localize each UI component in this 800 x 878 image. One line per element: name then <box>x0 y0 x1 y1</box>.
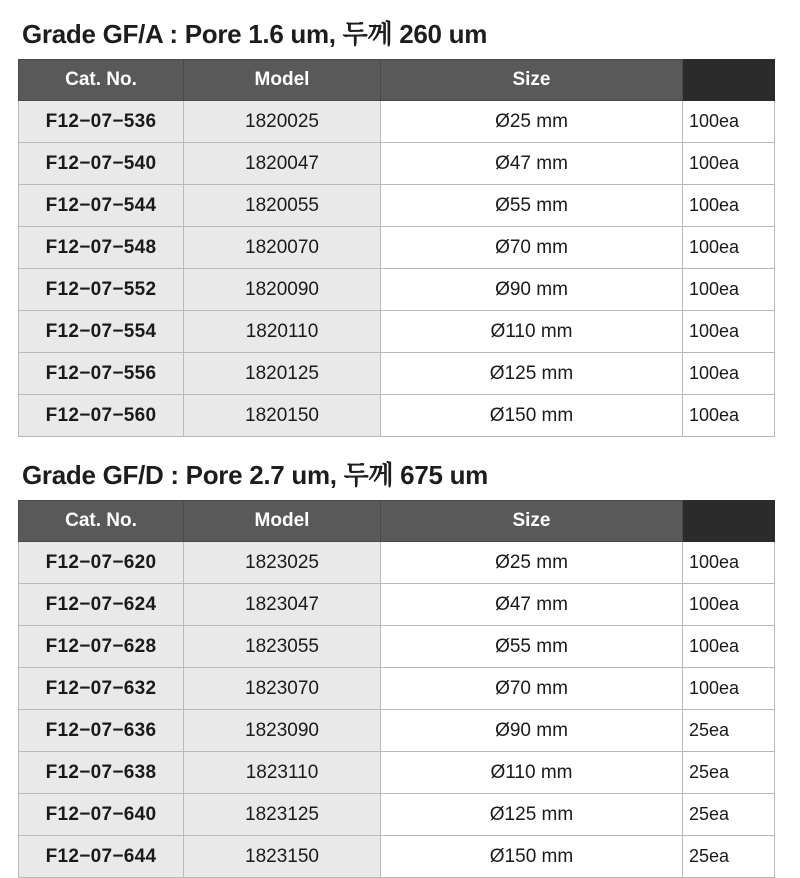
table-row <box>19 542 775 584</box>
cell-size: Ø125 mm <box>381 353 683 395</box>
spec-table-gf-d <box>18 500 775 878</box>
section-title-gf-d: Grade GF/D : Pore 2.7 um, 두께 675 um <box>22 460 488 490</box>
cell-model: 1820090 <box>184 269 381 311</box>
cell-model: 1820110 <box>184 311 381 353</box>
column-header-cat-no: Cat. No. <box>19 501 184 542</box>
column-header-quantity <box>683 60 775 101</box>
cell-model: 1823025 <box>184 542 381 584</box>
cell-size: Ø125 mm <box>381 794 683 836</box>
cell-cat-no: F12−07−632 <box>19 668 184 710</box>
cell-quantity: 100ea <box>683 395 775 437</box>
cell-model: 1820070 <box>184 227 381 269</box>
table-row <box>19 794 775 836</box>
cell-model: 1823047 <box>184 584 381 626</box>
table-row <box>19 353 775 395</box>
section-gf-d <box>18 455 782 878</box>
cell-cat-no: F12−07−636 <box>19 710 184 752</box>
table-row <box>19 269 775 311</box>
cell-size: Ø47 mm <box>381 143 683 185</box>
spec-table-gf-a <box>18 59 775 437</box>
cell-model: 1823090 <box>184 710 381 752</box>
cell-size: Ø47 mm <box>381 584 683 626</box>
cell-size: Ø90 mm <box>381 710 683 752</box>
cell-size: Ø110 mm <box>381 752 683 794</box>
table-row <box>19 626 775 668</box>
table-body <box>19 101 775 437</box>
cell-quantity: 100ea <box>683 542 775 584</box>
table-row <box>19 752 775 794</box>
cell-quantity: 100ea <box>683 626 775 668</box>
cell-size: Ø110 mm <box>381 311 683 353</box>
table-row <box>19 836 775 878</box>
cell-cat-no: F12−07−536 <box>19 101 184 143</box>
table-row <box>19 101 775 143</box>
table-header-row <box>19 501 775 542</box>
cell-quantity: 100ea <box>683 311 775 353</box>
cell-quantity: 100ea <box>683 668 775 710</box>
cell-cat-no: F12−07−554 <box>19 311 184 353</box>
cell-cat-no: F12−07−544 <box>19 185 184 227</box>
cell-size: Ø90 mm <box>381 269 683 311</box>
table-row <box>19 668 775 710</box>
cell-quantity: 100ea <box>683 353 775 395</box>
section-title-gf-a: Grade GF/A : Pore 1.6 um, 두께 260 um <box>22 19 488 49</box>
cell-model: 1823125 <box>184 794 381 836</box>
cell-quantity: 100ea <box>683 269 775 311</box>
cell-quantity: 25ea <box>683 794 775 836</box>
cell-size: Ø25 mm <box>381 542 683 584</box>
table-header <box>19 60 775 101</box>
cell-size: Ø70 mm <box>381 227 683 269</box>
cell-cat-no: F12−07−552 <box>19 269 184 311</box>
column-header-size: Size <box>381 501 683 542</box>
cell-cat-no: F12−07−620 <box>19 542 184 584</box>
cell-size: Ø150 mm <box>381 395 683 437</box>
cell-model: 1823110 <box>184 752 381 794</box>
cell-model: 1820047 <box>184 143 381 185</box>
table-body <box>19 542 775 878</box>
cell-quantity: 25ea <box>683 752 775 794</box>
cell-cat-no: F12−07−548 <box>19 227 184 269</box>
cell-size: Ø150 mm <box>381 836 683 878</box>
table-row <box>19 710 775 752</box>
cell-quantity: 25ea <box>683 710 775 752</box>
table-row <box>19 584 775 626</box>
column-header-model: Model <box>184 501 381 542</box>
cell-model: 1820150 <box>184 395 381 437</box>
cell-cat-no: F12−07−644 <box>19 836 184 878</box>
table-row <box>19 185 775 227</box>
table-header <box>19 501 775 542</box>
cell-cat-no: F12−07−540 <box>19 143 184 185</box>
cell-cat-no: F12−07−638 <box>19 752 184 794</box>
cell-cat-no: F12−07−556 <box>19 353 184 395</box>
cell-model: 1820055 <box>184 185 381 227</box>
cell-size: Ø55 mm <box>381 626 683 668</box>
column-header-model: Model <box>184 60 381 101</box>
cell-quantity: 100ea <box>683 143 775 185</box>
cell-quantity: 100ea <box>683 185 775 227</box>
column-header-size: Size <box>381 60 683 101</box>
table-row <box>19 227 775 269</box>
column-header-quantity <box>683 501 775 542</box>
column-header-cat-no: Cat. No. <box>19 60 184 101</box>
cell-quantity: 100ea <box>683 101 775 143</box>
cell-model: 1820025 <box>184 101 381 143</box>
table-row <box>19 143 775 185</box>
cell-size: Ø25 mm <box>381 101 683 143</box>
cell-quantity: 100ea <box>683 584 775 626</box>
cell-model: 1823070 <box>184 668 381 710</box>
cell-quantity: 100ea <box>683 227 775 269</box>
cell-cat-no: F12−07−560 <box>19 395 184 437</box>
cell-model: 1823055 <box>184 626 381 668</box>
cell-size: Ø55 mm <box>381 185 683 227</box>
table-row <box>19 311 775 353</box>
cell-cat-no: F12−07−628 <box>19 626 184 668</box>
cell-model: 1823150 <box>184 836 381 878</box>
cell-cat-no: F12−07−640 <box>19 794 184 836</box>
table-header-row <box>19 60 775 101</box>
table-row <box>19 395 775 437</box>
section-gf-a <box>18 14 782 437</box>
cell-size: Ø70 mm <box>381 668 683 710</box>
cell-model: 1820125 <box>184 353 381 395</box>
cell-quantity: 25ea <box>683 836 775 878</box>
cell-cat-no: F12−07−624 <box>19 584 184 626</box>
